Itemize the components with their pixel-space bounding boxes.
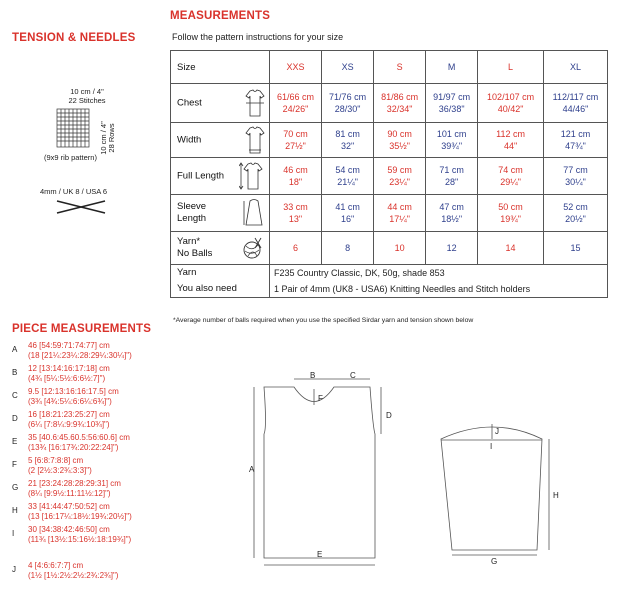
need-value: 1 Pair of 4mm (UK8 - USA6) Knitting Needles and Stitch holders xyxy=(274,284,531,294)
size-label: Size xyxy=(171,51,270,84)
balls-label xyxy=(177,236,212,260)
chest-row xyxy=(171,84,608,123)
sleeve-cm-xxs: 33 cm xyxy=(283,202,308,212)
length-in-xs: 21¼" xyxy=(337,177,358,187)
length-label: Full Length xyxy=(177,170,225,182)
tension-title: TENSION & NEEDLES xyxy=(12,32,136,44)
piece-item-e: E 35 [40.6:45.60.5:56:60.6] cm (13¾ [16:17¾:20:22:24]") xyxy=(12,433,130,452)
diagram-label-d: D xyxy=(386,411,392,420)
chest-cm-xs: 71/76 cm xyxy=(329,92,367,102)
width-in-s: 35½" xyxy=(389,141,410,151)
length-in-s: 23¼" xyxy=(389,177,410,187)
piece-item-f: F 5 [6:8:7:8:8] cm (2 [2½:3:2¾:3:3]") xyxy=(12,456,92,475)
piece-item-g: G 21 [23:24:28:28:29:31] cm (8¼ [9:9½:11:11½:12]") xyxy=(12,479,121,498)
chest-in-xs: 28/30" xyxy=(334,104,361,114)
size-m: M xyxy=(426,51,478,84)
sleeve-cm-l: 50 cm xyxy=(498,202,523,212)
balls-xs: 8 xyxy=(322,232,374,265)
chest-garment-icon xyxy=(245,89,265,117)
sleeve-row xyxy=(171,195,608,232)
stitch-measure: 10 cm / 4" xyxy=(70,87,104,96)
balls-s: 10 xyxy=(374,232,426,265)
chest-cm-l: 102/107 cm xyxy=(487,92,535,102)
stitch-count: 22 Stitches xyxy=(68,96,106,105)
piece-item-b: B 12 [13:14:16:17:18] cm (4¾ [5¼:5½:6:6½:7]") xyxy=(12,364,110,383)
width-in-xs: 32" xyxy=(340,141,355,151)
chest-in-xxs: 24/26" xyxy=(282,104,309,114)
sleeve-label-line1: Sleeve xyxy=(177,201,207,212)
yarn-value: F235 Country Classic, DK, 50g, shade 853 xyxy=(274,268,445,278)
diagram-label-g: G xyxy=(491,557,498,566)
diagram-label-h: H xyxy=(553,491,559,500)
chest-in-s: 32/34" xyxy=(386,104,413,114)
diagram-label-j: J xyxy=(495,427,499,436)
width-cm-s: 90 cm xyxy=(387,129,412,139)
piece-item-j: J 4 [4:6:6:7:7] cm (1½ [1½:2½:2½:2¾:2¾]") xyxy=(12,561,119,580)
balls-m: 12 xyxy=(426,232,478,265)
yarn-row-label: Yarn xyxy=(177,267,197,278)
sleeve-in-xs: 16" xyxy=(340,214,355,224)
sleeve-in-l: 19¾" xyxy=(500,214,521,224)
size-row xyxy=(171,51,608,84)
length-in-l: 29¼" xyxy=(500,177,521,187)
width-in-m: 39¾" xyxy=(441,141,463,151)
balls-xxs: 6 xyxy=(270,232,322,265)
length-in-xl: 30¼" xyxy=(565,177,586,187)
width-garment-icon xyxy=(245,126,265,154)
measurements-subtitle: Follow the pattern instructions for your size xyxy=(172,32,344,42)
measurements-title: MEASUREMENTS xyxy=(170,10,271,22)
width-cm-xxs: 70 cm xyxy=(283,129,308,139)
sleeve-garment-icon xyxy=(243,198,265,228)
width-row xyxy=(171,123,608,158)
sleeve-label xyxy=(177,201,206,225)
tension-row-label xyxy=(100,115,116,161)
chest-cm-s: 81/86 cm xyxy=(381,92,419,102)
chest-cm-m: 91/97 cm xyxy=(433,92,471,102)
need-row-label: You also need xyxy=(177,283,237,294)
size-xl: XL xyxy=(543,51,607,84)
balls-l: 14 xyxy=(478,232,544,265)
diagram-label-c: C xyxy=(350,371,356,380)
size-s: S xyxy=(374,51,426,84)
length-cm-s: 59 cm xyxy=(387,165,412,175)
size-xs: XS xyxy=(322,51,374,84)
balls-row xyxy=(171,232,608,265)
yarn-ball-icon xyxy=(241,236,265,260)
chest-in-l: 40/42" xyxy=(497,104,524,114)
sleeve-in-m: 18½" xyxy=(441,214,463,224)
piece-title: PIECE MEASUREMENTS xyxy=(12,323,152,335)
chest-in-xl: 44/46" xyxy=(562,104,589,114)
piece-item-d: D 16 [18:21:23:25:27] cm (6¼ [7:8¼:9:9¾:10¾]") xyxy=(12,410,110,429)
length-cm-xl: 77 cm xyxy=(563,165,588,175)
chest-label: Chest xyxy=(177,97,202,109)
diagram-label-i: I xyxy=(490,442,493,451)
length-in-m: 28" xyxy=(445,177,459,187)
sleeve-in-xl: 20½" xyxy=(565,214,586,224)
piece-item-c: C 9.5 [12:13:16:16:17.5] cm (3¾ [4¾:5¼:6:6¼:6¾]") xyxy=(12,387,119,406)
width-cm-l: 112 cm xyxy=(496,129,525,139)
length-garment-icon xyxy=(239,161,265,191)
sleeve-cm-xl: 52 cm xyxy=(563,202,588,212)
sleeve-cm-s: 44 cm xyxy=(387,202,412,212)
width-label: Width xyxy=(177,134,202,146)
pattern-diagrams xyxy=(230,360,620,580)
length-row xyxy=(171,158,608,195)
size-l: L xyxy=(478,51,544,84)
sleeve-cm-xs: 41 cm xyxy=(335,202,360,212)
piece-item-a: A 46 [54:59:71:74:77] cm (18 [21¼:23¼:28:29¼:30¼]") xyxy=(12,341,132,360)
measurements-table xyxy=(170,50,608,298)
rib-note: (9x9 rib pattern) xyxy=(44,153,97,162)
piece-item-i: I 30 [34:38:42:46:50] cm (11¾ [13½:15:16½:18:19¾]") xyxy=(12,525,132,544)
yarn-need-row xyxy=(171,265,608,298)
width-in-l: 44" xyxy=(503,141,518,151)
sleeve-label-line2: Length xyxy=(177,213,207,224)
diagram-label-b: B xyxy=(310,371,316,380)
needle-size: 4mm / UK 8 / USA 6 xyxy=(40,187,108,196)
needles-icon xyxy=(55,198,107,216)
length-cm-l: 74 cm xyxy=(498,165,523,175)
row-count: 28 Rows xyxy=(107,123,116,153)
size-xxs: XXS xyxy=(270,51,322,84)
sleeve-in-xxs: 13" xyxy=(288,214,303,224)
chest-cm-xl: 112/117 cm xyxy=(552,92,599,102)
body-piece-outline xyxy=(264,387,375,558)
chest-cm-xxs: 61/66 cm xyxy=(277,92,315,102)
width-cm-xs: 81 cm xyxy=(335,129,360,139)
yarn-star-label: Yarn* xyxy=(177,236,201,247)
row-measure: 10 cm / 4" xyxy=(99,121,108,155)
width-cm-m: 101 cm xyxy=(436,129,467,139)
sleeve-in-s: 17¼" xyxy=(389,214,410,224)
tension-stitch-label xyxy=(52,87,122,105)
length-cm-m: 71 cm xyxy=(439,165,464,175)
no-balls-label: No Balls xyxy=(177,248,213,259)
length-cm-xs: 54 cm xyxy=(335,165,360,175)
diagram-label-a: A xyxy=(249,465,255,474)
tension-grid-icon xyxy=(56,108,90,148)
sleeve-cm-m: 47 cm xyxy=(439,202,464,212)
balls-xl: 15 xyxy=(543,232,607,265)
width-in-xl: 47¾" xyxy=(565,141,586,151)
piece-item-h: H 33 [41:44:47:50:52] cm (13 [16:17¼:18½:19¾:20½]") xyxy=(12,502,132,521)
width-cm-xl: 121 cm xyxy=(560,129,591,139)
diagram-label-e: E xyxy=(317,550,323,559)
length-in-xxs: 18" xyxy=(288,177,303,187)
width-in-xxs: 27½" xyxy=(285,141,306,151)
chest-in-m: 36/38" xyxy=(438,104,465,114)
footnote: *Average number of balls required when you use the specified Sirdar yarn and tension shown below xyxy=(173,317,474,324)
diagram-label-f: F xyxy=(318,394,323,403)
length-cm-xxs: 46 cm xyxy=(283,165,308,175)
